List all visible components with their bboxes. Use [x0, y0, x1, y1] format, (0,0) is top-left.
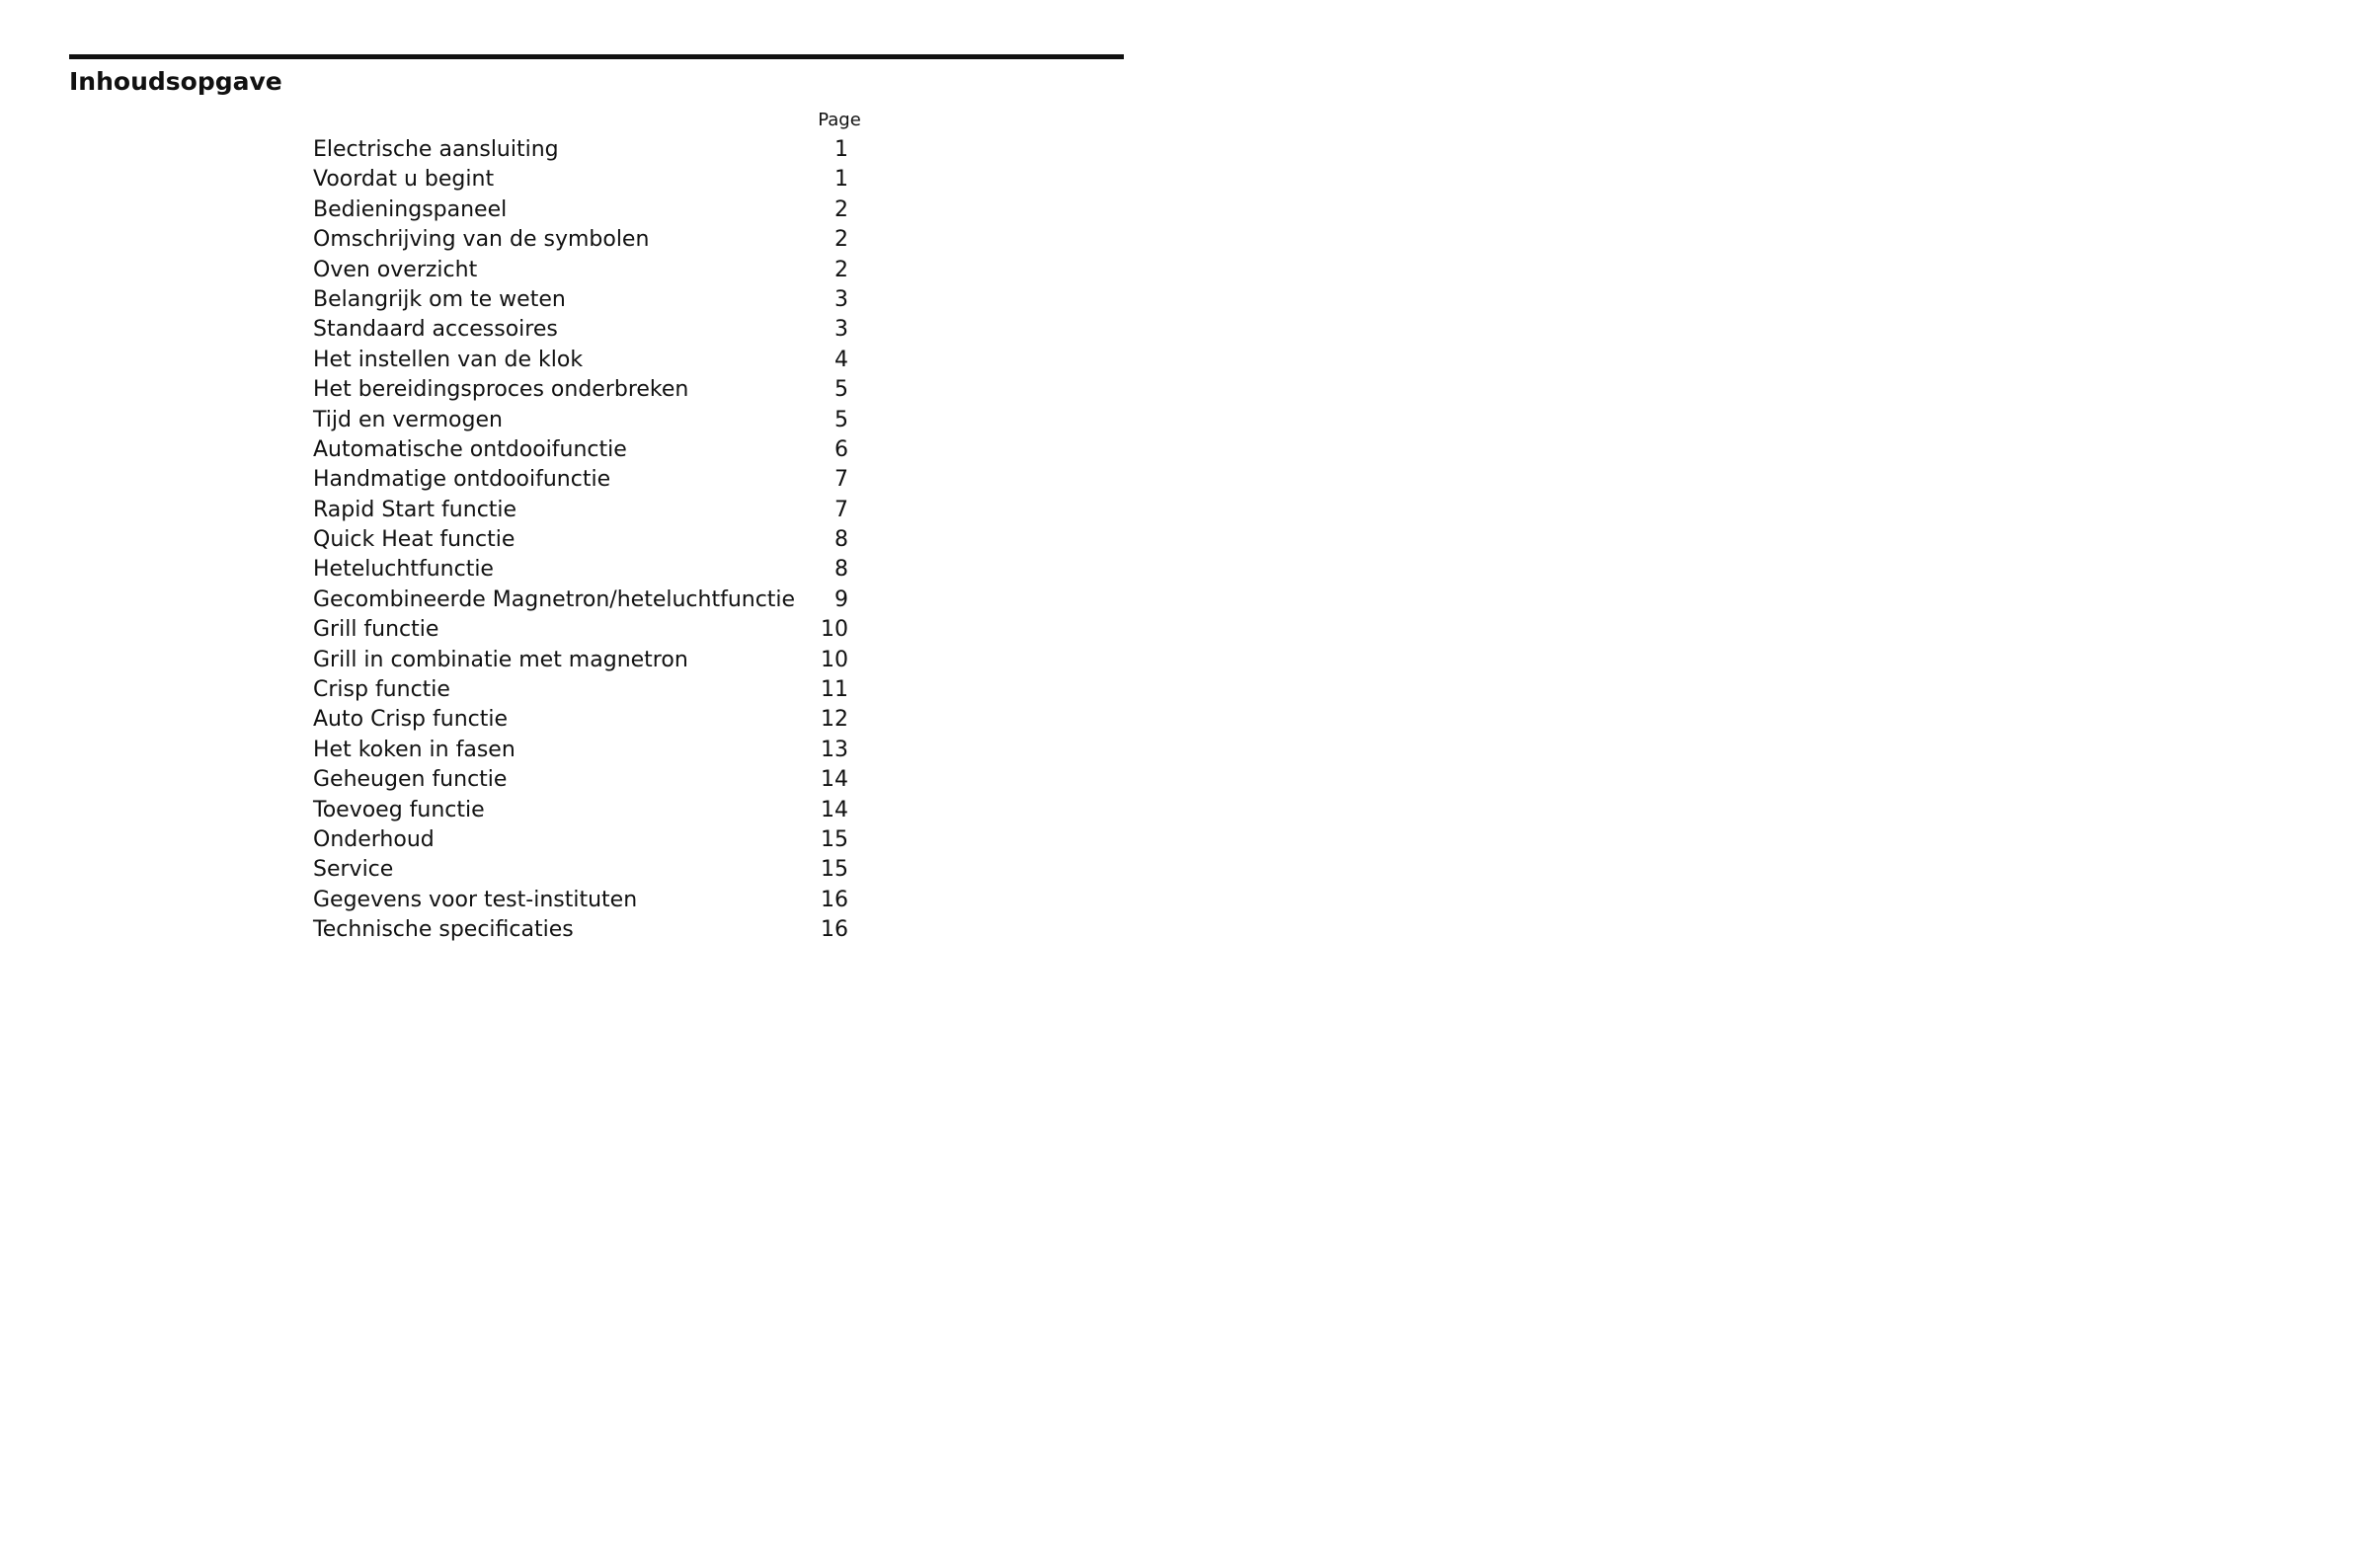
toc-entry	[313, 736, 886, 765]
page-column-header: Page	[818, 110, 861, 130]
toc-entry	[313, 886, 886, 915]
toc-entry-page: 8	[834, 557, 848, 583]
toc-entry	[313, 765, 886, 795]
toc-entry-page: 5	[834, 407, 848, 432]
toc-entry-title: Tijd en vermogen	[313, 407, 503, 432]
toc-entry-title: Onderhoud	[313, 826, 435, 852]
toc-entry	[313, 525, 886, 555]
toc-entry	[313, 705, 886, 735]
toc-entry-title: Geheugen functie	[313, 767, 508, 793]
toc-entry-title: Standaard accessoires	[313, 317, 558, 343]
toc-entry	[313, 465, 886, 495]
toc-entry	[313, 135, 886, 165]
toc-entry-title: Het koken in fasen	[313, 737, 516, 762]
toc-entry-title: Electrische aansluiting	[313, 137, 559, 162]
toc-entry-title: Het bereidingsproces onderbreken	[313, 377, 689, 403]
toc-entry	[313, 256, 886, 285]
toc-entry-title: Automatische ontdooifunctie	[313, 436, 627, 462]
toc-entry-title: Heteluchtfunctie	[313, 557, 494, 583]
toc-entry	[313, 855, 886, 885]
toc-entry-title: Crisp functie	[313, 677, 450, 703]
toc-entry-title: Bedieningspaneel	[313, 196, 508, 222]
toc-entry-title: Grill functie	[313, 617, 439, 643]
toc-entry	[313, 825, 886, 855]
toc-entry	[313, 375, 886, 405]
toc-entry-page: 15	[821, 857, 848, 883]
toc-entry-title: Gecombineerde Magnetron/heteluchtfunctie	[313, 586, 796, 612]
table-of-contents	[313, 135, 886, 946]
toc-entry-page: 1	[834, 137, 848, 162]
toc-entry-page: 2	[834, 227, 848, 253]
toc-entry	[313, 796, 886, 825]
toc-entry-title: Service	[313, 857, 394, 883]
toc-entry-page: 14	[821, 767, 848, 793]
toc-entry-title: Grill in combinatie met magnetron	[313, 647, 688, 672]
toc-entry	[313, 675, 886, 705]
toc-entry-page: 8	[834, 527, 848, 553]
toc-entry-page: 11	[821, 677, 848, 703]
toc-entry-page: 7	[834, 467, 848, 493]
toc-entry-page: 16	[821, 887, 848, 912]
toc-entry-page: 13	[821, 737, 848, 762]
toc-entry-page: 4	[834, 347, 848, 372]
toc-entry-title: Het instellen van de klok	[313, 347, 584, 372]
toc-entry-title: Omschrijving van de symbolen	[313, 227, 650, 253]
toc-entry	[313, 646, 886, 675]
toc-entry-page: 10	[821, 647, 848, 672]
toc-entry	[313, 346, 886, 375]
toc-entry	[313, 555, 886, 585]
toc-entry-title: Toevoeg functie	[313, 797, 485, 822]
toc-entry-title: Voordat u begint	[313, 167, 495, 193]
toc-entry	[313, 496, 886, 525]
header-rule	[69, 54, 1124, 59]
toc-entry-title: Rapid Start functie	[313, 497, 517, 522]
toc-entry-title: Handmatige ontdooifunctie	[313, 467, 611, 493]
toc-entry-page: 6	[834, 436, 848, 462]
toc-entry-page: 7	[834, 497, 848, 522]
toc-entry-page: 1	[834, 167, 848, 193]
toc-entry-title: Quick Heat functie	[313, 527, 516, 553]
toc-entry	[313, 615, 886, 645]
page-title: Inhoudsopgave	[69, 67, 282, 96]
toc-entry-title: Technische specificaties	[313, 917, 574, 943]
toc-entry	[313, 586, 886, 615]
toc-entry-title: Auto Crisp functie	[313, 707, 509, 733]
toc-entry	[313, 225, 886, 255]
toc-entry-page: 9	[834, 586, 848, 612]
toc-entry-page: 16	[821, 917, 848, 943]
toc-entry-title: Belangrijk om te weten	[313, 286, 566, 312]
toc-entry-page: 15	[821, 826, 848, 852]
toc-entry-page: 12	[821, 707, 848, 733]
toc-entry-title: Gegevens voor test-instituten	[313, 887, 638, 912]
toc-entry-page: 2	[834, 196, 848, 222]
toc-entry-page: 2	[834, 257, 848, 282]
toc-entry-page: 3	[834, 317, 848, 343]
toc-entry-title: Oven overzicht	[313, 257, 478, 282]
toc-entry	[313, 165, 886, 195]
toc-entry	[313, 195, 886, 225]
toc-entry	[313, 915, 886, 945]
toc-entry-page: 10	[821, 617, 848, 643]
toc-entry-page: 14	[821, 797, 848, 822]
toc-entry	[313, 315, 886, 345]
toc-entry	[313, 406, 886, 435]
toc-entry	[313, 285, 886, 315]
toc-entry-page: 5	[834, 377, 848, 403]
toc-entry-page: 3	[834, 286, 848, 312]
toc-entry	[313, 435, 886, 465]
